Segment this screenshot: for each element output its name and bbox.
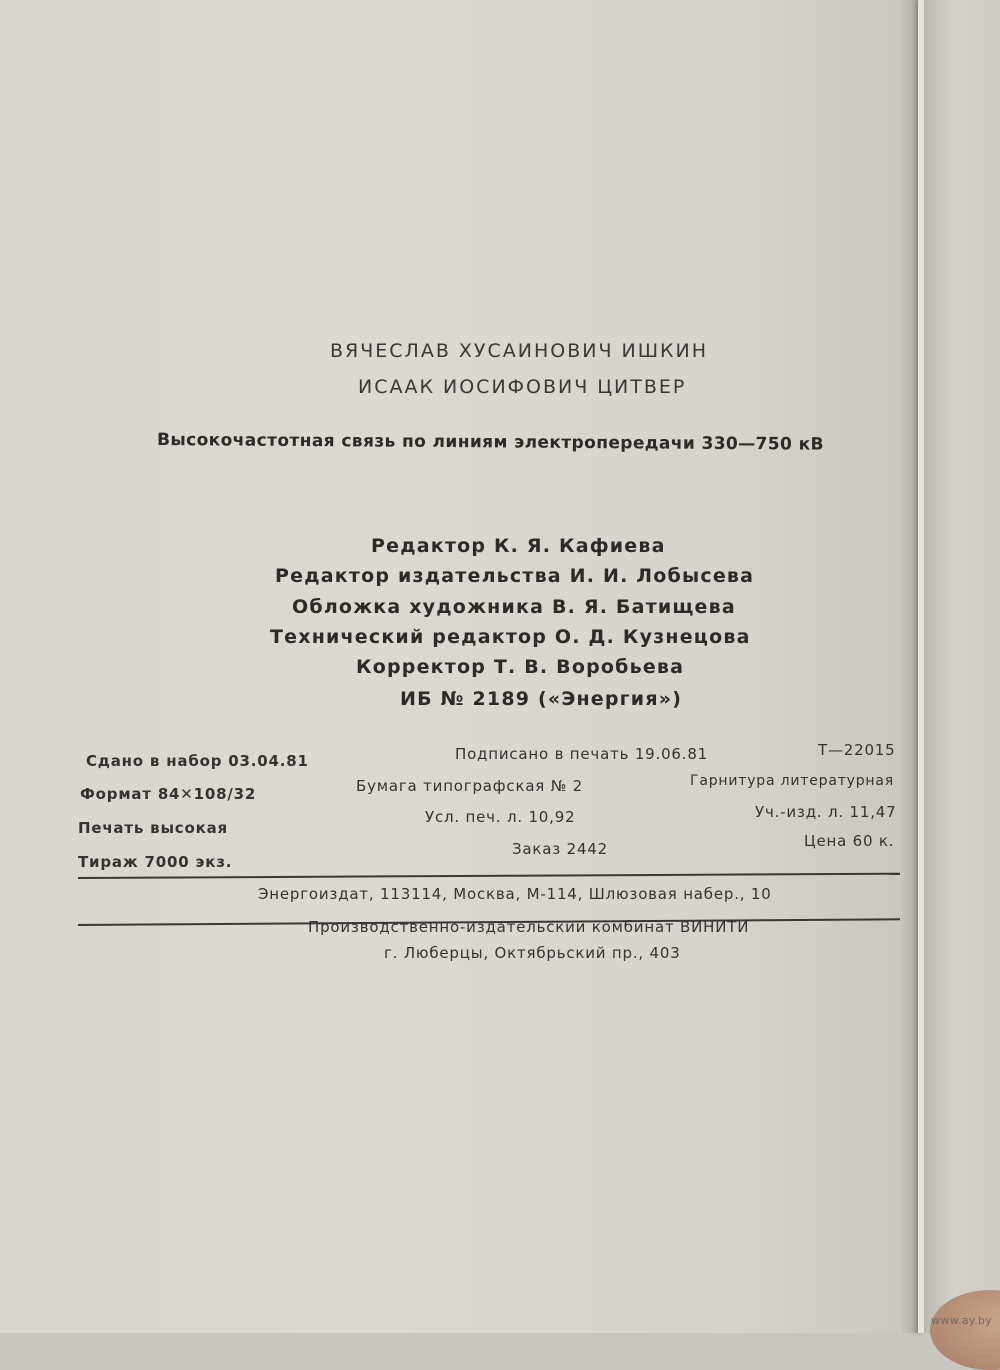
imprint-format: Формат 84✕108/32 xyxy=(80,785,257,803)
credit-ib: ИБ № 2189 («Энергия») xyxy=(400,688,683,710)
credit-tech-editor: Технический редактор О. Д. Кузнецова xyxy=(270,626,751,648)
publisher-address: Энергоиздат, 113114, Москва, М-114, Шлюзовая набер., 10 xyxy=(258,885,772,903)
imprint-run: Тираж 7000 экз. xyxy=(78,853,233,871)
imprint-print-type: Печать высокая xyxy=(78,819,228,837)
imprint-typeset-date: Сдано в набор 03.04.81 xyxy=(86,752,309,770)
credit-editor: Редактор К. Я. Кафиева xyxy=(371,535,666,557)
author-2: ИСААК ИОСИФОВИЧ ЦИТВЕР xyxy=(358,376,687,398)
adjacent-page xyxy=(922,0,1000,1333)
imprint-typeface: Гарнитура литературная xyxy=(690,773,894,789)
book-title: Высокочастотная связь по линиям электропередачи 330—750 кВ xyxy=(156,430,824,455)
imprint-print-sheets: Усл. печ. л. 10,92 xyxy=(425,808,576,826)
imprint-order: Заказ 2442 xyxy=(512,840,608,858)
printer-name: Производственно-издательский комбинат ВИНИТИ xyxy=(308,918,750,936)
imprint-signed-date: Подписано в печать 19.06.81 xyxy=(455,745,709,763)
credit-publisher-editor: Редактор издательства И. И. Лобысева xyxy=(275,565,755,587)
imprint-pub-sheets: Уч.-изд. л. 11,47 xyxy=(755,803,897,821)
credit-proofreader: Корректор Т. В. Воробьева xyxy=(356,656,685,678)
printer-address: г. Люберцы, Октябрьский пр., 403 xyxy=(384,944,681,962)
credit-cover: Обложка художника В. Я. Батищева xyxy=(292,596,736,618)
imprint-price: Цена 60 к. xyxy=(804,832,895,850)
author-1: ВЯЧЕСЛАВ ХУСАИНОВИЧ ИШКИН xyxy=(330,340,709,362)
imprint-paper: Бумага типографская № 2 xyxy=(356,777,584,795)
book-gutter xyxy=(918,0,924,1333)
rule-top xyxy=(78,873,900,879)
watermark: www.ay.by xyxy=(931,1314,992,1327)
imprint-code: Т—22015 xyxy=(818,741,896,759)
